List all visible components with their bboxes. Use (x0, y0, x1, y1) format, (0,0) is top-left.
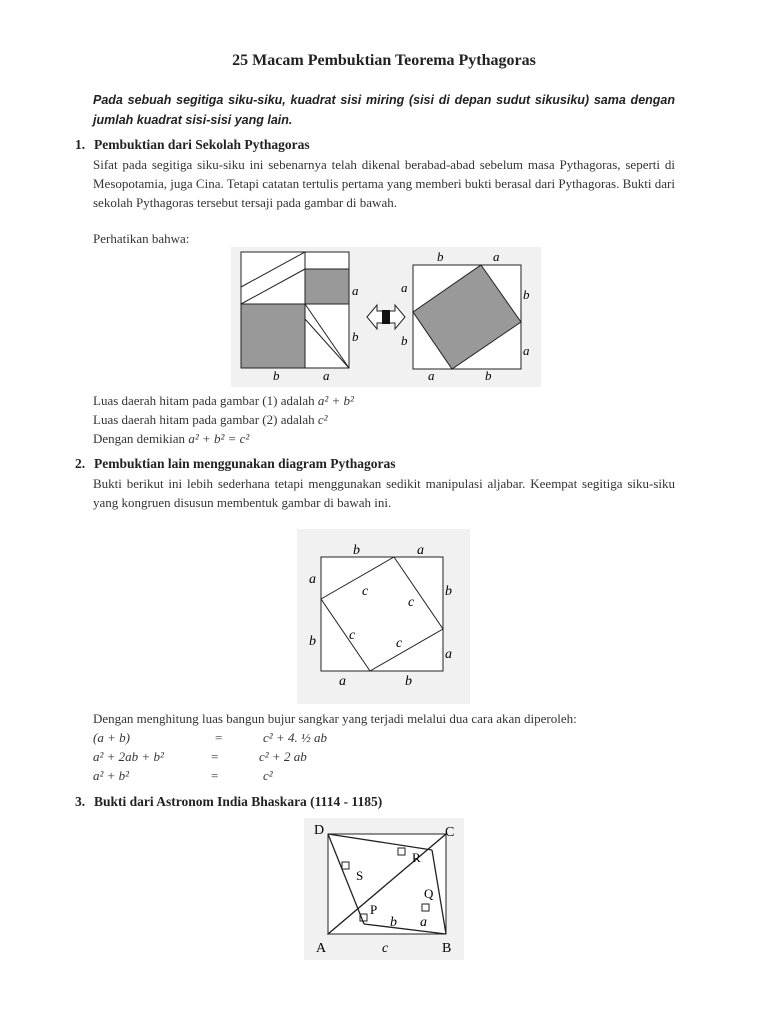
label-a: a (420, 915, 427, 930)
point-Q: Q (424, 886, 434, 901)
equation-2-right: c² + 2 ab (259, 749, 307, 764)
fig-label-a-bottom: a (339, 674, 346, 689)
section-3-heading (75, 794, 382, 810)
theorem-statement: Pada sebuah segitiga siku-siku, kuadrat sisi miring (sisi di depan sudut sikusiku) sama dengan jumlah kuadrat sisi-sisi yang lain. (93, 93, 675, 127)
point-A: A (316, 941, 327, 956)
result-line-1: Luas daerah hitam pada gambar (1) adalah a² + b² (93, 393, 354, 408)
result-line-2: Luas daerah hitam pada gambar (2) adalah c² (93, 412, 328, 427)
equation-3-left: a² + b² (93, 768, 130, 783)
fig-label-a-right: a (445, 647, 452, 662)
fig-label-c-2: c (408, 595, 415, 610)
point-B: B (442, 941, 452, 956)
equation-2-sign: = (211, 749, 219, 764)
section-1-paragraph: Sifat pada segitiga siku-siku ini sebenarnya telah dikenal berabad-abad sebelum masa Pythagoras, seperti di Mesopotamia, juga Cina. Tetapi catatan tertulis pertama yang memberi bukti berasal dari Pythagoras. Bukti dari sekolah Pythagoras tersebut tersaji pada gambar di bawah. (93, 157, 675, 210)
fig2-label-b-right: b (523, 287, 530, 302)
point-R: R (412, 850, 421, 865)
section-number: 3. (75, 794, 86, 809)
section-2-after-figure: Dengan menghitung luas bangun bujur sangkar yang terjadi melalui dua cara akan diperoleh: (93, 711, 577, 726)
pythagoras-diagram-figure (297, 529, 470, 704)
result-line-3: Dengan demikian a² + b² = c² (93, 431, 250, 446)
equation-3-sign: = (211, 768, 219, 783)
pythagoras-school-figure (231, 247, 541, 387)
label-b: b (390, 915, 397, 930)
equation-1-right: c² + 4. ½ ab (263, 730, 327, 745)
fig1-label-a-bottom: a (323, 368, 330, 383)
section-1-note: Perhatikan bahwa: (93, 231, 190, 246)
equation-1-left: (a + b) (93, 730, 130, 745)
point-P: P (370, 902, 378, 917)
fig-label-c-3: c (349, 628, 356, 643)
fig-label-b-top: b (353, 543, 360, 558)
fig-label-a-top: a (417, 543, 424, 558)
fig2-label-b-left: b (401, 333, 408, 348)
fig2-label-b-bottom: b (485, 368, 492, 383)
equation-2-left: a² + 2ab + b² (93, 749, 164, 764)
fig1-label-a: a (352, 283, 359, 298)
section-1-heading (75, 137, 310, 153)
fig1-label-b: b (352, 329, 359, 344)
fig-label-c-1: c (362, 584, 369, 599)
label-c: c (382, 941, 389, 956)
point-S: S (356, 868, 364, 883)
bhaskara-figure (304, 818, 464, 960)
equation-3-right: c² (263, 768, 273, 783)
fig2-label-a-bottom: a (428, 368, 435, 383)
fig1-label-b-bottom: b (273, 368, 280, 383)
fig2-label-a-top: a (493, 249, 500, 264)
section-title: Pembuktian dari Sekolah Pythagoras (94, 137, 310, 152)
fig-label-c-4: c (396, 636, 403, 651)
section-2-paragraph: Bukti berikut ini lebih sederhana tetapi menggunakan sedikit manipulasi aljabar. Keempat segitiga siku-siku yang kongruen disusun membentuk gambar di bawah ini. (93, 476, 675, 510)
section-number: 1. (75, 137, 86, 152)
section-number: 2. (75, 456, 86, 471)
fig2-label-a-left: a (401, 280, 408, 295)
point-D: D (314, 823, 325, 838)
section-2-heading (75, 456, 396, 472)
point-C: C (445, 825, 455, 840)
fig2-label-b-top: b (437, 249, 444, 264)
fig-label-b-bottom: b (405, 674, 412, 689)
section-title: Bukti dari Astronom India Bhaskara (1114 - 1185) (94, 794, 383, 809)
fig-label-b-right: b (445, 584, 452, 599)
equation-1-sign: = (215, 730, 223, 745)
fig-label-b-left: b (309, 634, 316, 649)
section-title: Pembuktian lain menggunakan diagram Pythagoras (94, 456, 396, 471)
fig2-label-a-right: a (523, 343, 530, 358)
fig-label-a-left: a (309, 572, 316, 587)
page-title: 25 Macam Pembuktian Teorema Pythagoras (232, 52, 536, 69)
